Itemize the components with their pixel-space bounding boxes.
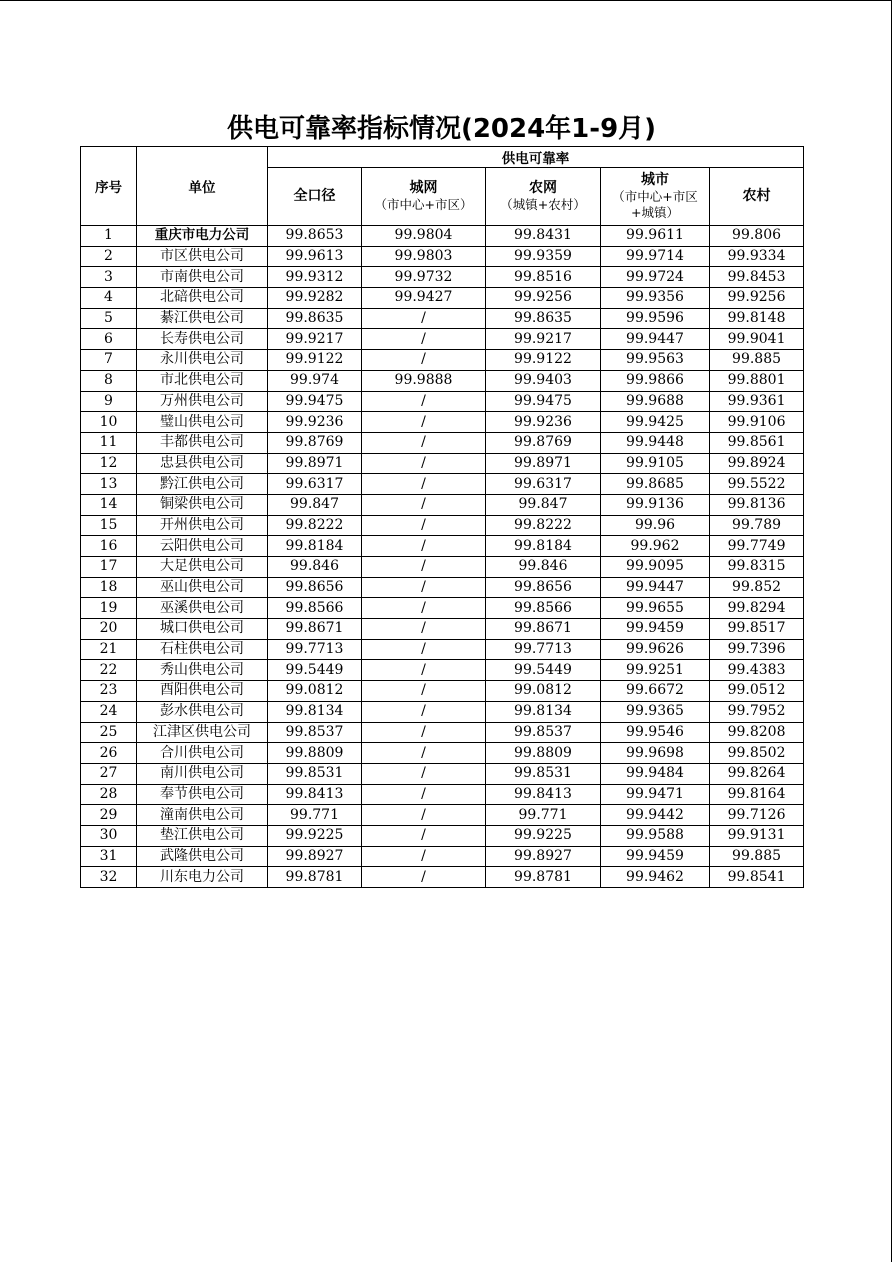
unit-cell: 綦江供电公司 xyxy=(137,308,268,329)
rural-grid-cell: 99.8927 xyxy=(486,846,601,867)
table-row xyxy=(81,494,804,515)
seq-cell: 1 xyxy=(81,226,137,247)
rural-grid-cell: 99.846 xyxy=(486,557,601,578)
urban-grid-cell: / xyxy=(362,660,486,681)
all-cell: 99.846 xyxy=(268,557,362,578)
all-cell: 99.847 xyxy=(268,494,362,515)
seq-cell: 9 xyxy=(81,391,137,412)
table-row xyxy=(81,246,804,267)
rural-grid-cell: 99.9217 xyxy=(486,329,601,350)
table-row xyxy=(81,639,804,660)
table-row xyxy=(81,536,804,557)
table-row xyxy=(81,288,804,309)
table-row xyxy=(81,432,804,453)
unit-cell: 城口供电公司 xyxy=(137,619,268,640)
rural-grid-cell: 99.771 xyxy=(486,805,601,826)
reliability-table xyxy=(80,146,804,888)
all-cell: 99.9613 xyxy=(268,246,362,267)
rural-grid-cell: 99.8635 xyxy=(486,308,601,329)
seq-cell: 25 xyxy=(81,722,137,743)
city-cell: 99.9447 xyxy=(601,577,710,598)
rural-grid-cell: 99.8566 xyxy=(486,598,601,619)
seq-cell: 27 xyxy=(81,763,137,784)
urban-grid-cell: / xyxy=(362,432,486,453)
table-row xyxy=(81,412,804,433)
rural-cell: 99.8541 xyxy=(710,867,804,888)
rural-grid-cell: 99.0812 xyxy=(486,681,601,702)
unit-cell: 铜梁供电公司 xyxy=(137,494,268,515)
urban-grid-cell: 99.9804 xyxy=(362,226,486,247)
seq-cell: 3 xyxy=(81,267,137,288)
seq-cell: 26 xyxy=(81,743,137,764)
all-cell: 99.771 xyxy=(268,805,362,826)
table-row xyxy=(81,453,804,474)
urban-grid-cell: / xyxy=(362,391,486,412)
all-cell: 99.9217 xyxy=(268,329,362,350)
urban-grid-cell: / xyxy=(362,494,486,515)
header-rural xyxy=(710,168,804,226)
urban-grid-cell: / xyxy=(362,515,486,536)
header-urban-grid-label: 城网 xyxy=(409,180,438,196)
rural-grid-cell: 99.7713 xyxy=(486,639,601,660)
all-cell: 99.8971 xyxy=(268,453,362,474)
rural-cell: 99.9334 xyxy=(710,246,804,267)
rural-grid-cell: 99.8413 xyxy=(486,784,601,805)
city-cell: 99.9611 xyxy=(601,226,710,247)
table-row xyxy=(81,474,804,495)
all-cell: 99.8769 xyxy=(268,432,362,453)
rural-cell: 99.9131 xyxy=(710,825,804,846)
urban-grid-cell: 99.9427 xyxy=(362,288,486,309)
city-cell: 99.9447 xyxy=(601,329,710,350)
seq-cell: 12 xyxy=(81,453,137,474)
rural-grid-cell: 99.9225 xyxy=(486,825,601,846)
unit-cell: 垫江供电公司 xyxy=(137,825,268,846)
rural-cell: 99.8801 xyxy=(710,370,804,391)
urban-grid-cell: / xyxy=(362,846,486,867)
seq-cell: 32 xyxy=(81,867,137,888)
urban-grid-cell: / xyxy=(362,308,486,329)
urban-grid-cell: / xyxy=(362,743,486,764)
seq-cell: 20 xyxy=(81,619,137,640)
unit-cell: 大足供电公司 xyxy=(137,557,268,578)
unit-cell: 彭水供电公司 xyxy=(137,701,268,722)
seq-cell: 29 xyxy=(81,805,137,826)
urban-grid-cell: / xyxy=(362,329,486,350)
urban-grid-cell: / xyxy=(362,763,486,784)
rural-cell: 99.9041 xyxy=(710,329,804,350)
city-cell: 99.9459 xyxy=(601,619,710,640)
rural-cell: 99.8561 xyxy=(710,432,804,453)
all-cell: 99.8531 xyxy=(268,763,362,784)
rural-grid-cell: 99.8656 xyxy=(486,577,601,598)
table-row xyxy=(81,701,804,722)
unit-cell: 酉阳供电公司 xyxy=(137,681,268,702)
seq-cell: 15 xyxy=(81,515,137,536)
city-cell: 99.9866 xyxy=(601,370,710,391)
all-cell: 99.8671 xyxy=(268,619,362,640)
table-row xyxy=(81,660,804,681)
all-cell: 99.9312 xyxy=(268,267,362,288)
city-cell: 99.9484 xyxy=(601,763,710,784)
rural-grid-cell: 99.9359 xyxy=(486,246,601,267)
table-row xyxy=(81,577,804,598)
urban-grid-cell: / xyxy=(362,619,486,640)
urban-grid-cell: / xyxy=(362,557,486,578)
rural-cell: 99.885 xyxy=(710,350,804,371)
table-row xyxy=(81,267,804,288)
rural-cell: 99.8294 xyxy=(710,598,804,619)
city-cell: 99.9365 xyxy=(601,701,710,722)
rural-cell: 99.9106 xyxy=(710,412,804,433)
unit-cell: 开州供电公司 xyxy=(137,515,268,536)
unit-cell: 巫溪供电公司 xyxy=(137,598,268,619)
rural-grid-cell: 99.9236 xyxy=(486,412,601,433)
all-cell: 99.9225 xyxy=(268,825,362,846)
unit-cell: 市南供电公司 xyxy=(137,267,268,288)
city-cell: 99.9688 xyxy=(601,391,710,412)
header-rural-grid xyxy=(486,168,601,226)
rural-cell: 99.8517 xyxy=(710,619,804,640)
table-row xyxy=(81,557,804,578)
rural-cell: 99.7749 xyxy=(710,536,804,557)
seq-cell: 5 xyxy=(81,308,137,329)
urban-grid-cell: / xyxy=(362,681,486,702)
header-unit: 单位 xyxy=(137,147,268,226)
city-cell: 99.9698 xyxy=(601,743,710,764)
rural-cell: 99.806 xyxy=(710,226,804,247)
seq-cell: 6 xyxy=(81,329,137,350)
urban-grid-cell: / xyxy=(362,701,486,722)
page-top-border xyxy=(0,0,892,1)
rural-cell: 99.8453 xyxy=(710,267,804,288)
city-cell: 99.9626 xyxy=(601,639,710,660)
seq-cell: 16 xyxy=(81,536,137,557)
unit-cell: 璧山供电公司 xyxy=(137,412,268,433)
unit-cell: 川东电力公司 xyxy=(137,867,268,888)
all-cell: 99.5449 xyxy=(268,660,362,681)
seq-cell: 24 xyxy=(81,701,137,722)
all-cell: 99.8184 xyxy=(268,536,362,557)
header-seq: 序号 xyxy=(81,147,137,226)
header-city xyxy=(601,168,710,226)
all-cell: 99.9475 xyxy=(268,391,362,412)
rural-cell: 99.8264 xyxy=(710,763,804,784)
rural-cell: 99.7396 xyxy=(710,639,804,660)
rural-cell: 99.8315 xyxy=(710,557,804,578)
header-all xyxy=(268,168,362,226)
header-urban-grid xyxy=(362,168,486,226)
seq-cell: 2 xyxy=(81,246,137,267)
rural-grid-cell: 99.9256 xyxy=(486,288,601,309)
rural-grid-cell: 99.8537 xyxy=(486,722,601,743)
unit-cell: 潼南供电公司 xyxy=(137,805,268,826)
header-city-label: 城市 xyxy=(641,172,669,188)
city-cell: 99.9596 xyxy=(601,308,710,329)
rural-cell: 99.7952 xyxy=(710,701,804,722)
seq-cell: 14 xyxy=(81,494,137,515)
seq-cell: 19 xyxy=(81,598,137,619)
all-cell: 99.8653 xyxy=(268,226,362,247)
urban-grid-cell: / xyxy=(362,598,486,619)
urban-grid-cell: / xyxy=(362,867,486,888)
rural-grid-cell: 99.6317 xyxy=(486,474,601,495)
unit-cell: 黔江供电公司 xyxy=(137,474,268,495)
city-cell: 99.9546 xyxy=(601,722,710,743)
unit-cell: 丰都供电公司 xyxy=(137,432,268,453)
rural-cell: 99.0512 xyxy=(710,681,804,702)
urban-grid-cell: / xyxy=(362,453,486,474)
seq-cell: 28 xyxy=(81,784,137,805)
city-cell: 99.9095 xyxy=(601,557,710,578)
rural-grid-cell: 99.8781 xyxy=(486,867,601,888)
city-cell: 99.96 xyxy=(601,515,710,536)
city-cell: 99.9588 xyxy=(601,825,710,846)
urban-grid-cell: / xyxy=(362,722,486,743)
urban-grid-cell: 99.9803 xyxy=(362,246,486,267)
city-cell: 99.9251 xyxy=(601,660,710,681)
rural-grid-cell: 99.8971 xyxy=(486,453,601,474)
urban-grid-cell: / xyxy=(362,474,486,495)
header-group-reliability: 供电可靠率 xyxy=(268,147,804,168)
seq-cell: 10 xyxy=(81,412,137,433)
seq-cell: 11 xyxy=(81,432,137,453)
unit-cell: 长寿供电公司 xyxy=(137,329,268,350)
unit-cell: 市区供电公司 xyxy=(137,246,268,267)
table-row xyxy=(81,846,804,867)
all-cell: 99.9122 xyxy=(268,350,362,371)
all-cell: 99.8781 xyxy=(268,867,362,888)
table-row xyxy=(81,805,804,826)
unit-cell: 重庆市电力公司 xyxy=(137,226,268,247)
unit-cell: 石柱供电公司 xyxy=(137,639,268,660)
header-city-sub1: （市中心+市区 xyxy=(612,189,698,204)
unit-cell: 万州供电公司 xyxy=(137,391,268,412)
all-cell: 99.6317 xyxy=(268,474,362,495)
table-body xyxy=(81,226,804,888)
table-row xyxy=(81,515,804,536)
city-cell: 99.9714 xyxy=(601,246,710,267)
all-cell: 99.8537 xyxy=(268,722,362,743)
header-rural-label: 农村 xyxy=(742,188,771,204)
rural-grid-cell: 99.8516 xyxy=(486,267,601,288)
rural-cell: 99.789 xyxy=(710,515,804,536)
all-cell: 99.8413 xyxy=(268,784,362,805)
rural-cell: 99.4383 xyxy=(710,660,804,681)
seq-cell: 8 xyxy=(81,370,137,391)
rural-cell: 99.8136 xyxy=(710,494,804,515)
city-cell: 99.9136 xyxy=(601,494,710,515)
rural-cell: 99.9256 xyxy=(710,288,804,309)
table-row xyxy=(81,619,804,640)
header-urban-grid-sub: （市中心+市区） xyxy=(374,197,473,212)
rural-grid-cell: 99.8671 xyxy=(486,619,601,640)
unit-cell: 秀山供电公司 xyxy=(137,660,268,681)
seq-cell: 21 xyxy=(81,639,137,660)
seq-cell: 22 xyxy=(81,660,137,681)
urban-grid-cell: 99.9888 xyxy=(362,370,486,391)
table-row xyxy=(81,763,804,784)
rural-cell: 99.885 xyxy=(710,846,804,867)
all-cell: 99.7713 xyxy=(268,639,362,660)
urban-grid-cell: / xyxy=(362,350,486,371)
rural-cell: 99.852 xyxy=(710,577,804,598)
unit-cell: 武隆供电公司 xyxy=(137,846,268,867)
seq-cell: 4 xyxy=(81,288,137,309)
table-row xyxy=(81,598,804,619)
all-cell: 99.8656 xyxy=(268,577,362,598)
rural-grid-cell: 99.9122 xyxy=(486,350,601,371)
table-row xyxy=(81,825,804,846)
table-row xyxy=(81,743,804,764)
rural-grid-cell: 99.8431 xyxy=(486,226,601,247)
urban-grid-cell: / xyxy=(362,639,486,660)
table-row xyxy=(81,329,804,350)
seq-cell: 31 xyxy=(81,846,137,867)
seq-cell: 7 xyxy=(81,350,137,371)
seq-cell: 30 xyxy=(81,825,137,846)
city-cell: 99.9425 xyxy=(601,412,710,433)
table-row xyxy=(81,370,804,391)
header-rural-grid-label: 农网 xyxy=(529,180,557,196)
city-cell: 99.9724 xyxy=(601,267,710,288)
city-cell: 99.9442 xyxy=(601,805,710,826)
all-cell: 99.8809 xyxy=(268,743,362,764)
rural-grid-cell: 99.8184 xyxy=(486,536,601,557)
all-cell: 99.8222 xyxy=(268,515,362,536)
rural-grid-cell: 99.8769 xyxy=(486,432,601,453)
seq-cell: 13 xyxy=(81,474,137,495)
unit-cell: 云阳供电公司 xyxy=(137,536,268,557)
rural-grid-cell: 99.9403 xyxy=(486,370,601,391)
city-cell: 99.8685 xyxy=(601,474,710,495)
unit-cell: 永川供电公司 xyxy=(137,350,268,371)
urban-grid-cell: / xyxy=(362,784,486,805)
urban-grid-cell: / xyxy=(362,805,486,826)
rural-grid-cell: 99.8222 xyxy=(486,515,601,536)
table-row xyxy=(81,784,804,805)
header-rural-grid-sub: （城镇+农村） xyxy=(500,197,586,212)
rural-cell: 99.8148 xyxy=(710,308,804,329)
table-row xyxy=(81,867,804,888)
city-cell: 99.9356 xyxy=(601,288,710,309)
table-row xyxy=(81,391,804,412)
urban-grid-cell: / xyxy=(362,536,486,557)
all-cell: 99.8134 xyxy=(268,701,362,722)
rural-cell: 99.8208 xyxy=(710,722,804,743)
rural-cell: 99.8924 xyxy=(710,453,804,474)
city-cell: 99.9563 xyxy=(601,350,710,371)
unit-cell: 市北供电公司 xyxy=(137,370,268,391)
page-title: 供电可靠率指标情况(2024年1-9月) xyxy=(226,114,657,144)
rural-cell: 99.8164 xyxy=(710,784,804,805)
city-cell: 99.9448 xyxy=(601,432,710,453)
header-all-label: 全口径 xyxy=(293,188,336,204)
unit-cell: 忠县供电公司 xyxy=(137,453,268,474)
city-cell: 99.6672 xyxy=(601,681,710,702)
rural-cell: 99.9361 xyxy=(710,391,804,412)
rural-grid-cell: 99.5449 xyxy=(486,660,601,681)
table-row xyxy=(81,350,804,371)
all-cell: 99.974 xyxy=(268,370,362,391)
unit-cell: 南川供电公司 xyxy=(137,763,268,784)
urban-grid-cell: 99.9732 xyxy=(362,267,486,288)
unit-cell: 江津区供电公司 xyxy=(137,722,268,743)
city-cell: 99.962 xyxy=(601,536,710,557)
all-cell: 99.8635 xyxy=(268,308,362,329)
city-cell: 99.9462 xyxy=(601,867,710,888)
rural-cell: 99.8502 xyxy=(710,743,804,764)
city-cell: 99.9471 xyxy=(601,784,710,805)
urban-grid-cell: / xyxy=(362,412,486,433)
unit-cell: 合川供电公司 xyxy=(137,743,268,764)
urban-grid-cell: / xyxy=(362,577,486,598)
all-cell: 99.0812 xyxy=(268,681,362,702)
all-cell: 99.9236 xyxy=(268,412,362,433)
rural-grid-cell: 99.847 xyxy=(486,494,601,515)
city-cell: 99.9655 xyxy=(601,598,710,619)
unit-cell: 奉节供电公司 xyxy=(137,784,268,805)
table-row xyxy=(81,226,804,247)
table-row xyxy=(81,308,804,329)
table-row xyxy=(81,722,804,743)
city-cell: 99.9459 xyxy=(601,846,710,867)
unit-cell: 巫山供电公司 xyxy=(137,577,268,598)
all-cell: 99.9282 xyxy=(268,288,362,309)
unit-cell: 北碚供电公司 xyxy=(137,288,268,309)
rural-grid-cell: 99.8531 xyxy=(486,763,601,784)
urban-grid-cell: / xyxy=(362,825,486,846)
rural-grid-cell: 99.8134 xyxy=(486,701,601,722)
all-cell: 99.8927 xyxy=(268,846,362,867)
city-cell: 99.9105 xyxy=(601,453,710,474)
header-city-sub2: +城镇） xyxy=(631,205,679,220)
table-row xyxy=(81,681,804,702)
seq-cell: 17 xyxy=(81,557,137,578)
rural-grid-cell: 99.9475 xyxy=(486,391,601,412)
rural-grid-cell: 99.8809 xyxy=(486,743,601,764)
rural-cell: 99.5522 xyxy=(710,474,804,495)
rural-cell: 99.7126 xyxy=(710,805,804,826)
seq-cell: 23 xyxy=(81,681,137,702)
all-cell: 99.8566 xyxy=(268,598,362,619)
seq-cell: 18 xyxy=(81,577,137,598)
